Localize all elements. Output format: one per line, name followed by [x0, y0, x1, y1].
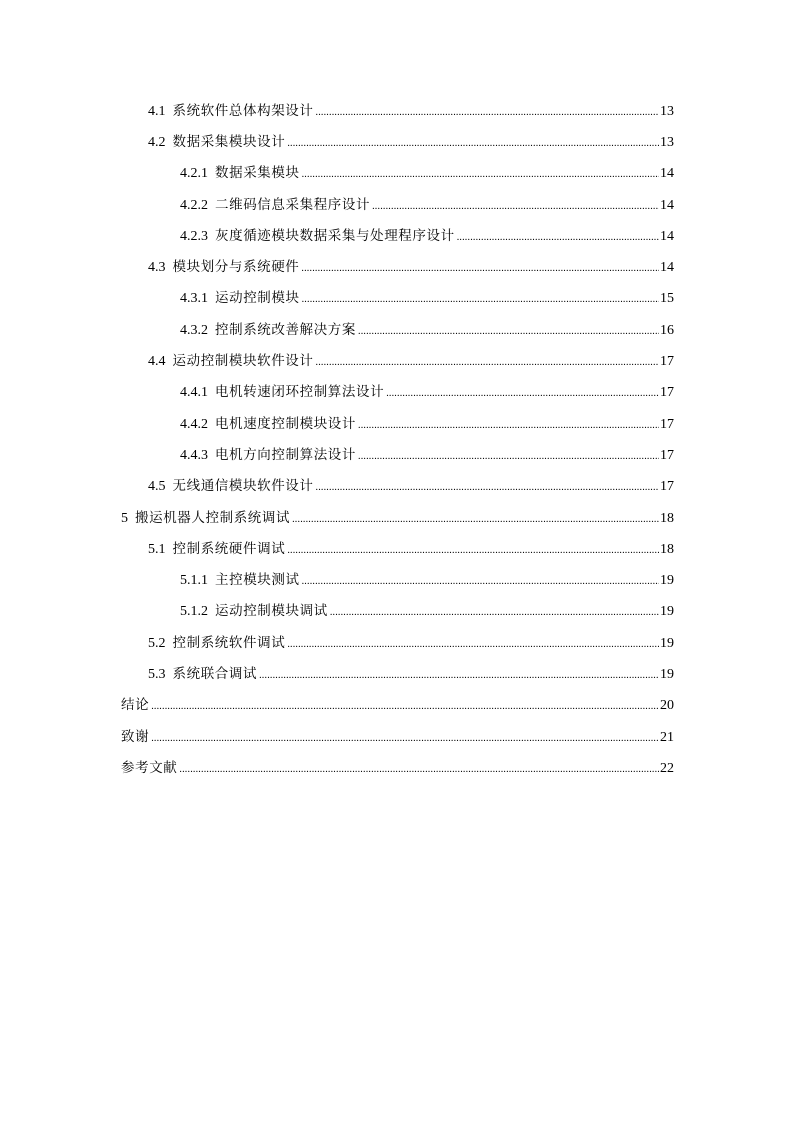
- toc-entry-number: 4.2.3: [180, 228, 208, 244]
- toc-entry-page: 22: [660, 760, 674, 776]
- toc-entry-title: 系统软件总体构架设计: [172, 102, 314, 119]
- toc-entry-title: 运动控制模块软件设计: [172, 353, 314, 370]
- toc-entry-page: 13: [660, 134, 674, 150]
- toc-entry-title: 控制系统硬件调试: [172, 540, 286, 557]
- dot-leader: [330, 603, 659, 623]
- toc-entry[interactable]: [0, 753, 793, 784]
- toc-entry-page: 14: [660, 260, 674, 276]
- toc-entry-page: 17: [660, 385, 674, 401]
- dot-leader: [151, 697, 659, 717]
- dot-leader: [358, 447, 659, 467]
- toc-entry-page: 17: [660, 479, 674, 495]
- dot-leader: [316, 353, 660, 373]
- dot-leader: [386, 384, 659, 404]
- toc-entry-number: 4.4.2: [180, 416, 208, 432]
- toc-entry-page: 19: [660, 666, 674, 682]
- dot-leader: [358, 322, 659, 342]
- toc-entry-number: 4.2.2: [180, 197, 208, 213]
- toc-entry-number: 5.3: [148, 666, 166, 682]
- toc-entry[interactable]: [0, 691, 793, 722]
- toc-entry[interactable]: [0, 472, 793, 503]
- toc-entry-page: 19: [660, 604, 674, 620]
- toc-entry-number: 4.5: [148, 479, 166, 495]
- dot-leader: [457, 228, 659, 248]
- toc-entry-page: 18: [660, 541, 674, 557]
- toc-entry-page: 18: [660, 510, 674, 526]
- toc-entry-number: 4.3.2: [180, 322, 208, 338]
- toc-entry[interactable]: [0, 284, 793, 315]
- dot-leader: [358, 416, 659, 436]
- dot-leader: [302, 290, 659, 310]
- dot-leader: [316, 103, 660, 123]
- toc-entry[interactable]: [0, 378, 793, 409]
- dot-leader: [287, 635, 659, 655]
- toc-entry[interactable]: [0, 534, 793, 565]
- toc-entry[interactable]: [0, 346, 793, 377]
- toc-entry-page: 19: [660, 635, 674, 651]
- toc-entry-number: 4.3: [148, 260, 166, 276]
- toc-entry[interactable]: [0, 659, 793, 690]
- toc-entry[interactable]: [0, 628, 793, 659]
- toc-entry-title: 搬运机器人控制系统调试: [135, 509, 291, 526]
- toc-entry-number: 5.2: [148, 635, 166, 651]
- toc-entry[interactable]: [0, 96, 793, 127]
- toc-entry-page: 15: [660, 291, 674, 307]
- toc-entry-title: 数据采集模块: [215, 165, 300, 182]
- toc-entry-number: 4.1: [148, 103, 166, 119]
- dot-leader: [179, 760, 659, 780]
- toc-entry-title: 运动控制模块: [215, 290, 300, 307]
- toc-entry-title: 灰度循迹模块数据采集与处理程序设计: [215, 227, 455, 244]
- toc-entry-title: 运动控制模块调试: [215, 603, 328, 620]
- toc-entry-page: 14: [660, 197, 674, 213]
- toc-entry[interactable]: [0, 597, 793, 628]
- toc-entry[interactable]: [0, 252, 793, 283]
- toc-entry-page: 17: [660, 416, 674, 432]
- toc-entry[interactable]: [0, 190, 793, 221]
- toc-entry-title: 模块划分与系统硬件: [172, 259, 300, 276]
- dot-leader: [302, 572, 659, 592]
- toc-entry[interactable]: [0, 221, 793, 252]
- toc-entry[interactable]: [0, 315, 793, 346]
- toc-entry-number: 5.1.2: [180, 604, 208, 620]
- toc-entry-title: 二维码信息采集程序设计: [215, 196, 371, 213]
- toc-entry-number: 5.1: [148, 541, 166, 557]
- toc-entry-number: 5.1.1: [180, 573, 208, 589]
- toc-entry-title: 致谢: [121, 728, 150, 745]
- dot-leader: [301, 259, 659, 279]
- toc-entry-title: 电机转速闭环控制算法设计: [215, 384, 385, 401]
- toc-entry-page: 16: [660, 322, 674, 338]
- toc-entry-page: 13: [660, 103, 674, 119]
- toc-entry-number: 4.4: [148, 354, 166, 370]
- toc-entry-number: 5: [121, 510, 128, 526]
- toc-entry-title: 电机速度控制模块设计: [215, 415, 356, 432]
- toc-entry-number: 4.2.1: [180, 166, 208, 182]
- dot-leader: [287, 134, 659, 154]
- toc-entry-title: 系统联合调试: [172, 665, 258, 682]
- dot-leader: [302, 165, 659, 185]
- table-of-contents: [0, 96, 793, 785]
- toc-entry-page: 17: [660, 447, 674, 463]
- toc-entry[interactable]: [0, 409, 793, 440]
- toc-entry-title: 数据采集模块设计: [172, 133, 286, 150]
- toc-entry-page: 14: [660, 228, 674, 244]
- toc-entry[interactable]: [0, 127, 793, 158]
- toc-entry[interactable]: [0, 722, 793, 753]
- toc-entry-number: 4.4.3: [180, 447, 208, 463]
- toc-entry-title: 电机方向控制算法设计: [215, 446, 356, 463]
- toc-entry-page: 20: [660, 698, 674, 714]
- toc-entry-number: 4.3.1: [180, 291, 208, 307]
- toc-entry-page: 19: [660, 573, 674, 589]
- toc-entry-title: 参考文献: [121, 759, 178, 776]
- dot-leader: [259, 666, 659, 686]
- toc-entry-number: 4.2: [148, 134, 166, 150]
- toc-entry-number: 4.4.1: [180, 385, 208, 401]
- dot-leader: [372, 197, 659, 217]
- toc-entry-page: 17: [660, 354, 674, 370]
- dot-leader: [292, 510, 659, 530]
- dot-leader: [151, 729, 659, 749]
- dot-leader: [287, 541, 659, 561]
- toc-entry-title: 无线通信模块软件设计: [172, 478, 314, 495]
- toc-entry-page: 14: [660, 166, 674, 182]
- toc-entry-title: 控制系统改善解决方案: [215, 321, 356, 338]
- toc-entry-title: 控制系统软件调试: [172, 634, 286, 651]
- toc-entry-title: 主控模块测试: [215, 572, 300, 589]
- toc-entry-page: 21: [660, 729, 674, 745]
- toc-entry[interactable]: [0, 440, 793, 471]
- toc-entry[interactable]: [0, 159, 793, 190]
- toc-entry-title: 结论: [121, 697, 150, 714]
- dot-leader: [316, 478, 660, 498]
- toc-entry[interactable]: [0, 503, 793, 534]
- toc-entry[interactable]: [0, 565, 793, 596]
